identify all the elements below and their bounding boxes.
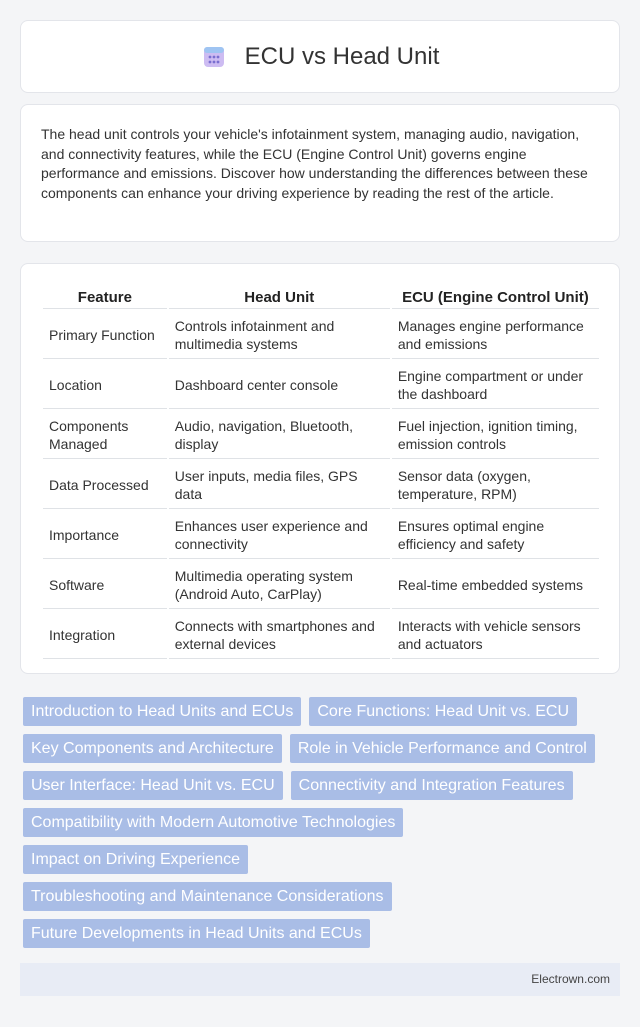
table-header-row [43, 286, 599, 309]
table-row [43, 311, 599, 359]
table-row [43, 561, 599, 609]
table-row [43, 411, 599, 459]
tag-row [23, 734, 618, 763]
topic-tag-key-components[interactable]: Key Components and Architecture [23, 734, 282, 763]
topic-tags [23, 697, 618, 956]
intro-card [20, 104, 620, 242]
topic-tag-troubleshooting[interactable]: Troubleshooting and Maintenance Considerations [23, 882, 392, 911]
intro-text: The head unit controls your vehicle's infotainment system, managing audio, navigation, and connectivity features, while the ECU (Engine Control Unit) governs engine performance and emissions. Discover how understanding the differences between these components can enhance your driving experience by reading the rest of the article. [41, 126, 588, 201]
tag-row [23, 808, 618, 837]
topic-tag-connectivity[interactable]: Connectivity and Integration Features [291, 771, 573, 800]
title-wrap [201, 43, 440, 71]
header-card [20, 20, 620, 93]
footer-site-link[interactable]: Electrown.com [531, 972, 610, 986]
table-cell: Controls infotainment and multimedia systems [169, 311, 390, 359]
table-cell: Data Processed [43, 461, 167, 509]
table-row [43, 361, 599, 409]
footer [20, 963, 620, 996]
table-cell: Enhances user experience and connectivity [169, 511, 390, 559]
page-title: ECU vs Head Unit [244, 42, 440, 70]
table-cell: Engine compartment or under the dashboard [392, 361, 599, 409]
topic-tag-introduction[interactable]: Introduction to Head Units and ECUs [23, 697, 301, 726]
table-row [43, 511, 599, 559]
header-head-unit: Head Unit [169, 286, 390, 309]
chip-icon [201, 44, 227, 70]
topic-tag-future-developments[interactable]: Future Developments in Head Units and ECUs [23, 919, 370, 948]
table-cell: Integration [43, 611, 167, 659]
table-cell: Primary Function [43, 311, 167, 359]
comparison-table [41, 284, 601, 661]
tag-row [23, 771, 618, 800]
table-card [20, 263, 620, 674]
table-cell: Real-time embedded systems [392, 561, 599, 609]
tag-row [23, 919, 618, 948]
header-feature: Feature [43, 286, 167, 309]
table-cell: Ensures optimal engine efficiency and safety [392, 511, 599, 559]
table-cell: Connects with smartphones and external devices [169, 611, 390, 659]
topic-tag-core-functions[interactable]: Core Functions: Head Unit vs. ECU [309, 697, 577, 726]
tag-row [23, 882, 618, 911]
table-row [43, 461, 599, 509]
table-cell: Importance [43, 511, 167, 559]
table-row [43, 611, 599, 659]
table-cell: Manages engine performance and emissions [392, 311, 599, 359]
topic-tag-vehicle-performance[interactable]: Role in Vehicle Performance and Control [290, 734, 595, 763]
table-cell: Dashboard center console [169, 361, 390, 409]
table-cell: User inputs, media files, GPS data [169, 461, 390, 509]
table-cell: Audio, navigation, Bluetooth, display [169, 411, 390, 459]
table-cell: Software [43, 561, 167, 609]
table-cell: Location [43, 361, 167, 409]
table-cell: Components Managed [43, 411, 167, 459]
table-cell: Sensor data (oxygen, temperature, RPM) [392, 461, 599, 509]
tag-row [23, 697, 618, 726]
tag-row [23, 845, 618, 874]
table-cell: Multimedia operating system (Android Auto, CarPlay) [169, 561, 390, 609]
topic-tag-compatibility[interactable]: Compatibility with Modern Automotive Technologies [23, 808, 403, 837]
topic-tag-user-interface[interactable]: User Interface: Head Unit vs. ECU [23, 771, 283, 800]
table-cell: Interacts with vehicle sensors and actuators [392, 611, 599, 659]
table-cell: Fuel injection, ignition timing, emission controls [392, 411, 599, 459]
header-ecu: ECU (Engine Control Unit) [392, 286, 599, 309]
topic-tag-driving-experience[interactable]: Impact on Driving Experience [23, 845, 248, 874]
